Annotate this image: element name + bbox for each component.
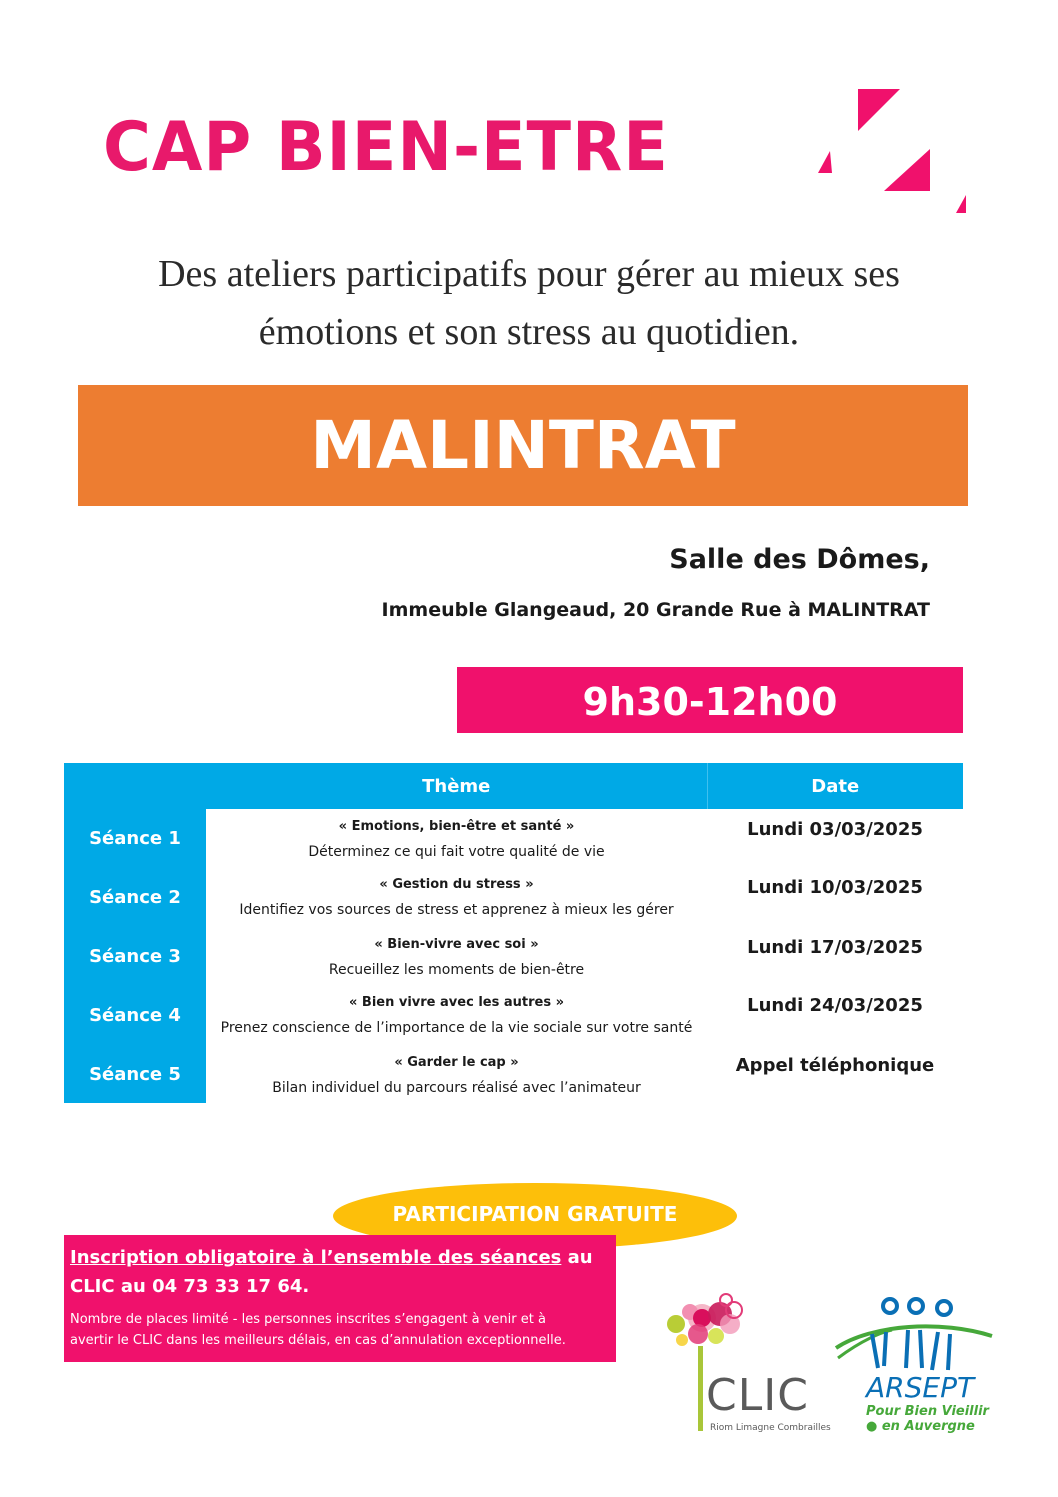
session-label: Séance 4 [64,985,206,1045]
session-theme-desc: Déterminez ce qui fait votre qualité de vie [308,844,605,860]
arsept-logo-subtitle [866,1404,989,1434]
session-theme-title: « Garder le cap » [394,1055,519,1070]
session-theme-desc: Identifiez vos sources de stress et apprenez à mieux les gérer [239,902,674,918]
signup-mandatory: Inscription obligatoire à l’ensemble des séances [70,1247,562,1268]
venue-address: Immeuble Glangeaud, 20 Grande Rue à MALINTRAT [381,599,930,621]
table-row [64,809,963,867]
table-header-theme: Thème [206,763,707,809]
signup-note [70,1309,610,1351]
decorative-triangles-icon [810,85,970,220]
table-header-row [64,763,963,809]
session-theme [206,985,707,1045]
session-label: Séance 3 [64,927,206,985]
session-date: Appel téléphonique [735,1055,935,1076]
sessions-table [64,763,963,1103]
arsept-logo-text: ARSEPT [866,1371,975,1404]
subtitle-line-1: Des ateliers participatifs pour gérer au mieux ses [158,253,900,295]
session-label: Séance 1 [64,809,206,867]
table-row [64,1045,963,1103]
subtitle-line-2: émotions et son stress au quotidien. [258,311,800,353]
session-theme-title: « Emotions, bien-être et santé » [338,819,575,834]
table-header-date: Date [707,763,963,809]
clic-logo-text: CLIC [706,1370,809,1421]
session-date: Lundi 17/03/2025 [747,937,923,958]
session-theme [206,867,707,927]
session-theme-desc: Recueillez les moments de bien-être [328,962,585,978]
clic-logo-subtitle: Riom Limagne Combrailles [710,1423,831,1433]
session-theme-desc: Bilan individuel du parcours réalisé avec l’animateur [272,1080,641,1096]
signup-note-line-1: Nombre de places limité - les personnes inscrites s’engagent à venir et à [70,1312,546,1327]
session-theme [206,809,707,867]
signup-note-line-2: avertir le CLIC dans les meilleurs délais, en cas d’annulation exceptionnelle. [70,1333,566,1348]
city-banner: MALINTRAT [78,385,968,506]
session-date: Lundi 24/03/2025 [747,995,923,1016]
venue-name: Salle des Dômes, [669,544,930,575]
signup-main [70,1243,610,1301]
signup-phone[interactable]: CLIC au 04 73 33 17 64. [70,1276,310,1297]
session-theme-title: « Gestion du stress » [379,877,534,892]
time-banner: 9h30-12h00 [457,667,963,733]
venue-block [382,540,930,624]
table-row [64,927,963,985]
participation-badge: PARTICIPATION GRATUITE [333,1183,737,1249]
table-row [64,867,963,927]
table-row [64,985,963,1045]
subtitle [0,245,1058,361]
session-label: Séance 2 [64,867,206,927]
session-date: Lundi 10/03/2025 [747,877,923,898]
arsept-subtitle-line-2: ● en Auvergne [866,1419,975,1434]
session-theme-title: « Bien-vivre avec soi » [374,937,539,952]
session-label: Séance 5 [64,1045,206,1103]
table-header-empty [64,763,206,809]
signup-box [64,1235,616,1362]
session-date: Lundi 03/03/2025 [747,819,923,840]
session-theme [206,1045,707,1103]
arsept-subtitle-line-1: Pour Bien Vieillir [866,1404,989,1419]
page-title: CAP BIEN-ETRE [103,108,669,187]
session-theme-title: « Bien vivre avec les autres » [348,995,564,1010]
session-theme [206,927,707,985]
session-theme-desc: Prenez conscience de l’importance de la vie sociale sur votre santé [220,1020,693,1036]
signup-au: au [561,1247,593,1268]
